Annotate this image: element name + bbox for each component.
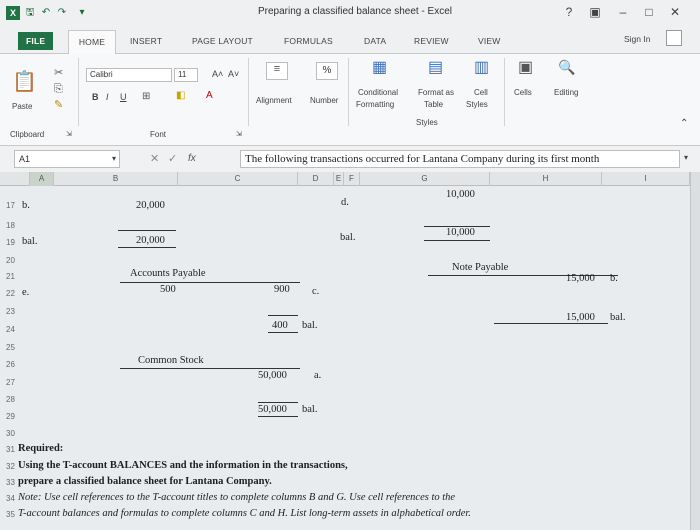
collapse-ribbon-icon[interactable]: ⌃ [680,118,689,129]
underline-b18 [118,230,176,231]
column-header-i[interactable]: I [602,172,690,186]
column-header-e[interactable]: E [334,172,344,186]
row-header-33[interactable]: 33 [6,478,15,487]
copy-icon[interactable]: ⎘ [54,83,63,95]
cell-b19[interactable]: 20,000 [136,235,165,246]
underline-c29 [258,416,298,417]
cell-a17[interactable]: b. [22,200,30,211]
cells-icon[interactable]: ▣ [518,59,534,76]
row-header-22[interactable]: 22 [6,289,15,298]
cell-c24[interactable]: 400 [272,320,288,331]
cell-a34[interactable]: Note: Use cell references to the T-account titles to complete columns B and G. Use cell references to the [18,492,456,503]
row-header-34[interactable]: 34 [6,494,15,503]
italic-button[interactable]: I [106,92,109,102]
underline-c24 [268,332,298,333]
cell-a32[interactable]: Using the T-account BALANCES and the information in the transactions, [18,460,348,471]
confirm-entry-icon[interactable]: ✓ [168,153,178,165]
tab-file[interactable]: FILE [18,32,53,50]
underline-c28 [258,402,298,403]
cell-h24[interactable]: 15,000 [566,312,595,323]
undo-icon[interactable]: ↶ [41,7,51,18]
underline-h24 [494,323,608,324]
ribbon-separator [78,58,79,126]
cell-a35[interactable]: T-account balances and formulas to complete columns C and H. List long-term assets in alphabetical order. [18,508,471,519]
cell-d27[interactable]: a. [314,370,322,381]
ribbon-separator [348,58,349,126]
row-header-21[interactable]: 21 [6,272,15,281]
grow-font-button[interactable]: A˄ [212,69,224,79]
cell-b26[interactable]: Common Stock [138,355,204,366]
fill-color-icon[interactable]: ◧ [176,90,186,101]
row-header-31[interactable]: 31 [6,445,15,454]
clipboard-group-label: Clipboard [10,130,45,139]
row-header-35[interactable]: 35 [6,510,15,519]
restore-button[interactable]: □ [645,5,653,19]
name-box[interactable]: A1 [14,150,120,168]
tab-review[interactable]: REVIEW [414,36,449,46]
font-name-select[interactable]: Calibri [86,68,172,82]
conditional-formatting-button[interactable]: Conditional [358,88,399,97]
cell-b21[interactable]: Accounts Payable [130,268,206,279]
row-header-32[interactable]: 32 [6,462,15,471]
cell-c27[interactable]: 50,000 [258,370,287,381]
format-painter-icon[interactable]: ✎ [54,99,64,111]
alignment-button[interactable]: Alignment [256,96,292,105]
editing-button[interactable]: Editing [554,88,579,97]
font-size-select[interactable]: 11 [174,68,198,82]
row-header-24[interactable]: 24 [6,325,15,334]
underline-g19 [424,240,490,241]
cells-button[interactable]: Cells [514,88,532,97]
cell-d29[interactable]: bal. [302,404,318,415]
ribbon-display-options-icon[interactable]: ▣ [589,5,601,19]
cell-b17[interactable]: 20,000 [136,200,165,211]
paste-icon[interactable]: 📋 [12,71,37,93]
cell-styles-button[interactable]: Cell [474,88,488,97]
column-header-c[interactable]: C [178,172,298,186]
column-header-f[interactable]: F [344,172,360,186]
formula-input[interactable]: The following transactions occurred for Lantana Company during its first month [240,150,680,168]
cell-b22[interactable]: 500 [160,284,176,295]
column-headers [0,172,690,186]
paste-button[interactable]: Paste [12,102,33,111]
ribbon-separator [248,58,249,126]
styles-group-label: Styles [416,118,438,127]
number-button[interactable]: Number [310,96,339,105]
ribbon-separator [504,58,505,126]
cut-icon[interactable]: ✂ [54,67,64,79]
column-header-a[interactable]: A [30,172,54,186]
insert-function-button[interactable]: fx [188,153,196,164]
close-button[interactable]: ✕ [669,5,681,19]
conditional-formatting-icon[interactable]: ▦ [372,59,388,76]
t-account-common-stock-top [120,368,300,369]
row-header-30[interactable]: 30 [6,429,15,438]
row-header-23[interactable]: 23 [6,307,15,316]
cell-f19[interactable]: bal. [340,232,356,243]
redo-icon[interactable]: ↷ [57,7,67,18]
cell-d22[interactable]: c. [312,286,320,297]
title-bar [0,0,700,26]
cell-g17[interactable]: 10,000 [446,189,475,200]
cell-c29[interactable]: 50,000 [258,404,287,415]
underline-button[interactable]: U [120,92,127,102]
row-header-26[interactable]: 26 [6,360,15,369]
column-header-g[interactable]: G [360,172,490,186]
font-group-label: Font [150,130,167,139]
row-header-29[interactable]: 29 [6,412,15,421]
tab-formulas[interactable]: FORMULAS [284,36,333,46]
shrink-font-button[interactable]: A˅ [228,69,240,79]
excel-logo-icon: X [6,6,20,20]
cell-a33[interactable]: prepare a classified balance sheet for Lantana Company. [18,476,272,487]
column-header-d[interactable]: D [298,172,334,186]
underline-c23 [268,315,298,316]
cell-d24[interactable]: bal. [302,320,318,331]
ribbon-tabs [0,26,700,54]
cell-a19[interactable]: bal. [22,236,38,247]
select-all-corner[interactable] [0,172,30,186]
number-format-icon[interactable]: % [316,62,338,80]
vertical-scrollbar[interactable] [690,172,700,530]
cell-i22[interactable]: b. [610,273,618,284]
alignment-icon[interactable]: ≡ [266,62,288,80]
cell-styles-icon[interactable]: ▥ [474,59,490,76]
borders-icon[interactable]: ⊞ [142,91,151,102]
cell-styles-label: Styles [466,100,488,109]
bold-button[interactable]: B [92,92,99,102]
font-color-icon[interactable]: A [206,90,213,101]
name-box-dropdown-icon[interactable]: ▾ [112,154,117,163]
format-as-table-button[interactable]: Format as [418,88,455,97]
cell-c22[interactable]: 900 [274,284,290,295]
avatar[interactable] [666,30,682,46]
cell-g21[interactable]: Note Payable [452,262,509,273]
column-header-h[interactable]: H [490,172,602,186]
cell-f17[interactable]: d. [341,197,349,208]
t-account-accounts-payable-top [120,282,300,283]
clipboard-launcher-icon[interactable]: ⇲ [66,131,72,138]
tab-view[interactable]: VIEW [478,36,501,46]
row-header-20[interactable]: 20 [6,256,15,265]
cancel-entry-icon[interactable]: ✕ [150,153,160,165]
underline-b19 [118,247,176,248]
conditional-formatting-label: Formatting [356,100,395,109]
row-header-25[interactable]: 25 [6,343,15,352]
row-header-17[interactable]: 17 [6,201,15,210]
column-header-b[interactable]: B [54,172,178,186]
format-as-table-icon[interactable]: ▤ [428,59,444,76]
row-header-28[interactable]: 28 [6,395,15,404]
cell-a22[interactable]: e. [22,287,30,298]
tab-page-layout[interactable]: PAGE LAYOUT [192,36,253,46]
font-launcher-icon[interactable]: ⇲ [236,131,242,138]
cell-g19[interactable]: 10,000 [446,227,475,238]
expand-formula-bar-icon[interactable]: ▾ [684,153,689,162]
minimize-button[interactable]: – [619,5,627,19]
tab-data[interactable]: DATA [364,36,387,46]
help-button[interactable]: ? [565,5,573,19]
sign-in-link[interactable]: Sign In [624,34,651,44]
cell-i24[interactable]: bal. [610,312,626,323]
row-header-27[interactable]: 27 [6,378,15,387]
find-binoculars-icon[interactable]: 🔍 [558,59,576,75]
tab-home[interactable]: HOME [68,30,116,54]
cell-a31[interactable]: Required: [18,443,64,454]
row-header-18[interactable]: 18 [6,221,15,230]
save-icon[interactable]: 🖫 [25,7,35,18]
ribbon-home [0,54,700,146]
row-header-19[interactable]: 19 [6,238,15,247]
window-title: Preparing a classified balance sheet - Excel [258,6,452,17]
format-as-table-label: Table [424,100,444,109]
tab-insert[interactable]: INSERT [130,36,163,46]
customize-toolbar-icon[interactable]: ▾ [79,7,85,18]
cell-h22[interactable]: 15,000 [566,273,595,284]
